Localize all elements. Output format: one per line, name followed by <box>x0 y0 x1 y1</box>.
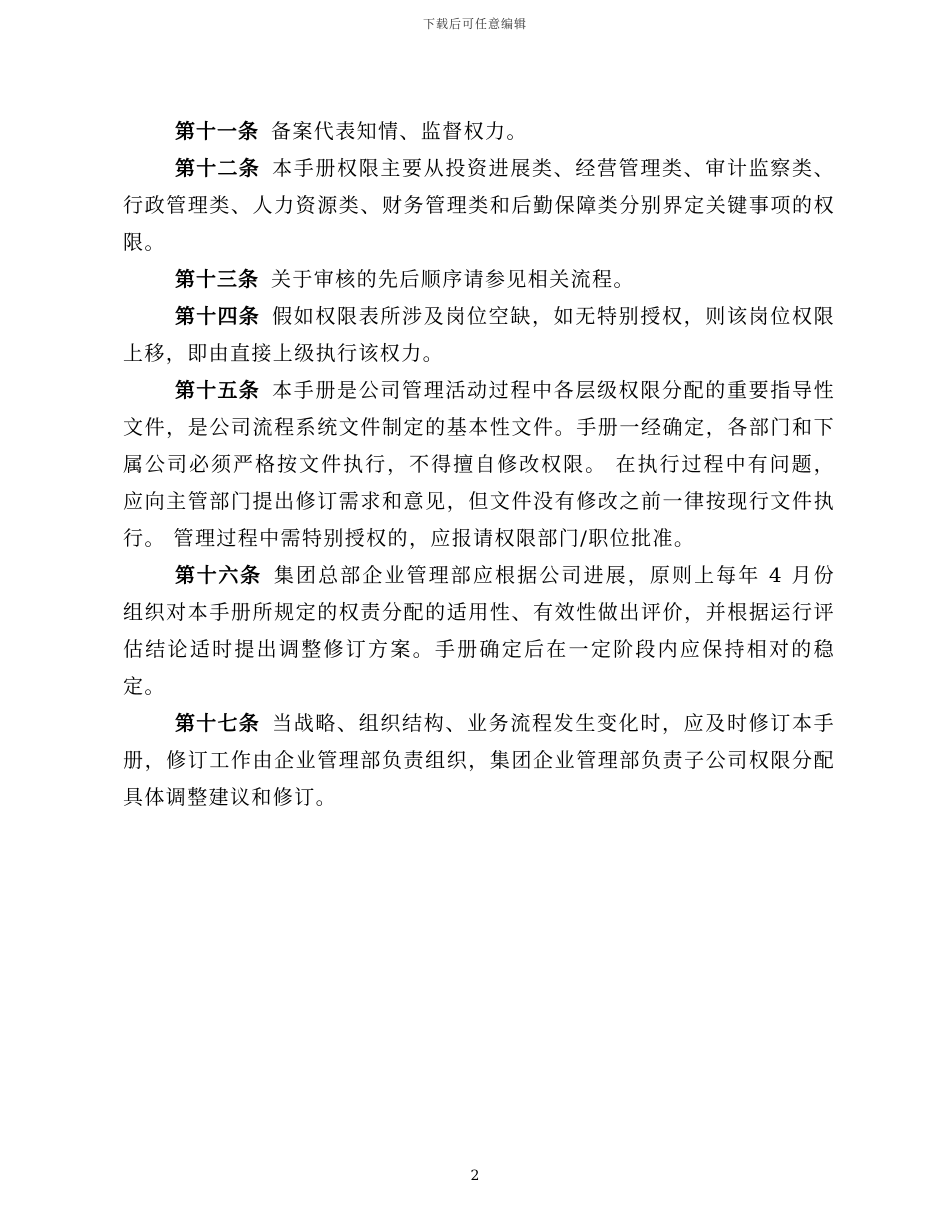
document-body <box>123 113 835 816</box>
article-12 <box>123 150 835 261</box>
article-number: 第十七条 <box>175 711 261 735</box>
article-number: 第十一条 <box>175 119 259 143</box>
article-13 <box>123 261 835 298</box>
article-number: 第十四条 <box>175 304 261 328</box>
article-text: 当战略、组织结构、业务流程发生变化时，应及时修订本手册，修订工作由企业管理部负责组织，集团企业管理部负责子公司权限分配具体调整建议和修订。 <box>123 711 836 809</box>
article-number: 第十六条 <box>175 563 262 587</box>
article-text: 集团总部企业管理部应根据公司进展，原则上每年 4 月份组织对本手册所规定的权责分配的适用性、有效性做出评价，并根据运行评估结论适时提出调整修订方案。手册确定后在一定阶段内应保持相对的稳定。 <box>123 563 836 698</box>
article-text: 备案代表知情、监督权力。 <box>271 119 528 143</box>
article-text: 关于审核的先后顺序请参见相关流程。 <box>271 267 635 291</box>
article-17 <box>123 705 835 816</box>
article-number: 第十三条 <box>175 267 259 291</box>
article-number: 第十五条 <box>175 378 261 402</box>
page-number: 2 <box>470 1168 480 1184</box>
article-text: 本手册是公司管理活动过程中各层级权限分配的重要指导性文件，是公司流程系统文件制定的基本性文件。手册一经确定，各部门和下属公司必须严格按文件执行，不得擅自修改权限。 在执行过程中有问题，应向主管部门提出修订需求和意见，但文件没有修改之前一律按现行文件执行。 管理过程中需特别授权的，应报请权限部门/职位批准。 <box>123 378 836 550</box>
article-14 <box>123 298 835 372</box>
article-16 <box>123 557 835 705</box>
page-header: 下载后可任意编辑 <box>422 17 527 31</box>
article-number: 第十二条 <box>175 156 261 180</box>
article-11 <box>123 113 835 150</box>
article-text: 假如权限表所涉及岗位空缺，如无特别授权，则该岗位权限上移，即由直接上级执行该权力。 <box>123 304 836 365</box>
article-15 <box>123 372 835 557</box>
article-text: 本手册权限主要从投资进展类、经营管理类、审计监察类、行政管理类、人力资源类、财务管理类和后勤保障类分别界定关键事项的权限。 <box>123 156 836 254</box>
